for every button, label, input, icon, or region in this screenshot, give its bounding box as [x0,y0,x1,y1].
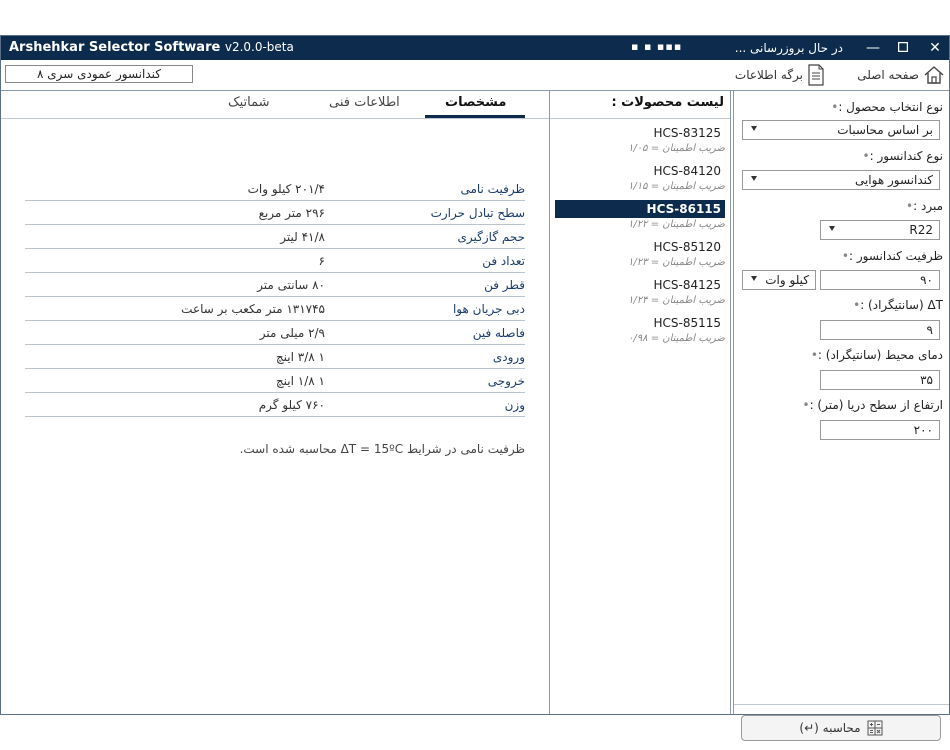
spec-row [25,297,525,321]
detail-tabs [1,91,549,117]
list-item[interactable] [555,238,725,256]
condenser-type-label: نوع کندانسور :• [862,149,943,163]
spec-value: ۱ ۳/۸ اینچ [275,350,325,364]
refrigerant-dropdown[interactable]: R22 [820,220,940,240]
spec-value: ۲۹۶ متر مربع [258,206,325,220]
spec-row [25,321,525,345]
spec-row [25,393,525,417]
document-icon [807,64,825,86]
app-version: v2.0.0-beta [224,40,294,54]
update-status: در حال بروزرسانی ... [734,41,843,55]
chevron-down-icon [829,226,835,231]
altitude-label: ارتفاع از سطح دریا (متر) :• [802,398,943,412]
list-item[interactable] [555,276,725,294]
spec-row [25,273,525,297]
spec-value: ۷۶۰ کیلو گرم [258,398,325,412]
spec-value: ۲/۹ میلی متر [259,326,325,340]
list-item[interactable] [555,314,725,332]
condenser-type-dropdown[interactable]: کندانسور هوایی [742,170,940,190]
app-name: Arshehkar Selector Software [9,40,221,55]
close-button[interactable]: ✕ [929,40,941,56]
tab-schematic[interactable]: شماتیک [228,95,270,110]
minimize-button[interactable]: — [866,40,880,56]
list-item-selected[interactable] [555,200,725,218]
product-code: HCS-84120 [653,164,721,178]
product-list-panel [550,91,730,714]
spec-value: ۲۰۱/۴ کیلو وات [247,182,325,196]
chevron-down-icon [751,276,757,281]
product-selection-dropdown[interactable]: بر اساس محاسبات [742,120,940,140]
spec-label: فاصله فین [472,326,525,340]
home-label: صفحه اصلی [857,68,919,82]
product-code: HCS-83125 [653,126,721,140]
spec-label: سطح تبادل حرارت [430,206,525,220]
tab-specs[interactable]: مشخصات [445,95,507,110]
capacity-note: ظرفیت نامی در شرایط ΔT = 15ºC محاسبه شده است. [239,442,525,456]
title-bar [1,36,949,60]
spec-label: ورودی [492,350,525,364]
toolbar [1,60,949,90]
product-code: HCS-86115 [646,202,721,216]
delta-t-input[interactable]: ۹ [820,320,940,340]
spec-label: وزن [504,398,525,412]
info-sheet-label: برگه اطلاعات [734,68,803,82]
spec-label: ظرفیت نامی [460,182,525,196]
safety-factor: ضریب اطمینان = ۱/۰۵ [628,143,725,154]
safety-factor: ضریب اطمینان = ۰/۹۸ [628,333,725,344]
tab-divider [1,118,549,119]
product-selection-label: نوع انتخاب محصول :• [831,100,943,114]
spec-label: دبی جریان هوا [452,302,525,316]
app-title [9,40,294,55]
spec-value: ۱ ۱/۸ اینچ [275,374,325,388]
list-item[interactable] [555,124,725,142]
calculator-icon [867,720,883,736]
spec-row [25,177,525,201]
product-code: HCS-85120 [653,240,721,254]
ambient-temp-input[interactable]: ۳۵ [820,370,940,390]
form-divider [734,704,949,705]
safety-factor: ضریب اطمینان = ۱/۱۵ [628,181,725,192]
maximize-icon [898,42,908,52]
product-code: HCS-84125 [653,278,721,292]
list-item[interactable] [555,162,725,180]
app-window [0,35,950,735]
status-dots: ▪ ▪ ▪▪▪ [631,40,683,53]
delta-t-label: ΔT (سانتیگراد) :• [853,298,943,312]
ambient-temp-label: دمای محیط (سانتیگراد) :• [810,348,943,362]
spec-row [25,249,525,273]
tab-technical-info[interactable]: اطلاعات فنی [329,95,400,110]
calculate-label: محاسبه (↵) [799,721,861,735]
home-icon [923,64,945,86]
details-panel [1,91,549,714]
home-button[interactable] [857,64,945,86]
spec-row [25,369,525,393]
capacity-input[interactable]: ۹۰ [820,270,940,290]
capacity-unit-dropdown[interactable]: کیلو وات [742,270,816,290]
spec-label: حجم گازگیری [457,230,525,244]
spec-value: ۶ [318,254,325,268]
spec-row [25,201,525,225]
chevron-down-icon [751,126,757,131]
product-code: HCS-85115 [653,316,721,330]
altitude-input[interactable]: ۲۰۰ [820,420,940,440]
safety-factor: ضریب اطمینان = ۱/۲۴ [628,295,725,306]
spec-row [25,345,525,369]
spec-value: ۱۳۱۷۴۵ متر مکعب بر ساعت [181,302,325,316]
spec-label: خروجی [487,374,525,388]
breadcrumb[interactable]: کندانسور عمودی سری ۸ [5,65,193,83]
capacity-label: ظرفیت کندانسور :• [841,249,943,263]
spec-value: ۸۰ سانتی متر [257,278,325,292]
input-form-panel [734,91,949,735]
spec-value: ۴۱/۸ لیتر [280,230,325,244]
maximize-button[interactable] [893,39,913,57]
spec-row [25,225,525,249]
info-sheet-button[interactable] [735,64,825,86]
spec-label: تعداد فن [482,254,525,268]
panel-divider [730,91,731,714]
safety-factor: ضریب اطمینان = ۱/۲۳ [628,257,725,268]
calculate-button[interactable] [741,715,941,741]
product-list-divider [550,118,730,119]
refrigerant-label: مبرد :• [906,199,943,213]
safety-factor: ضریب اطمینان = ۱/۲۲ [628,219,725,230]
product-list-title: لیست محصولات : [611,95,724,110]
chevron-down-icon [751,176,757,181]
spec-label: قطر فن [484,278,525,292]
